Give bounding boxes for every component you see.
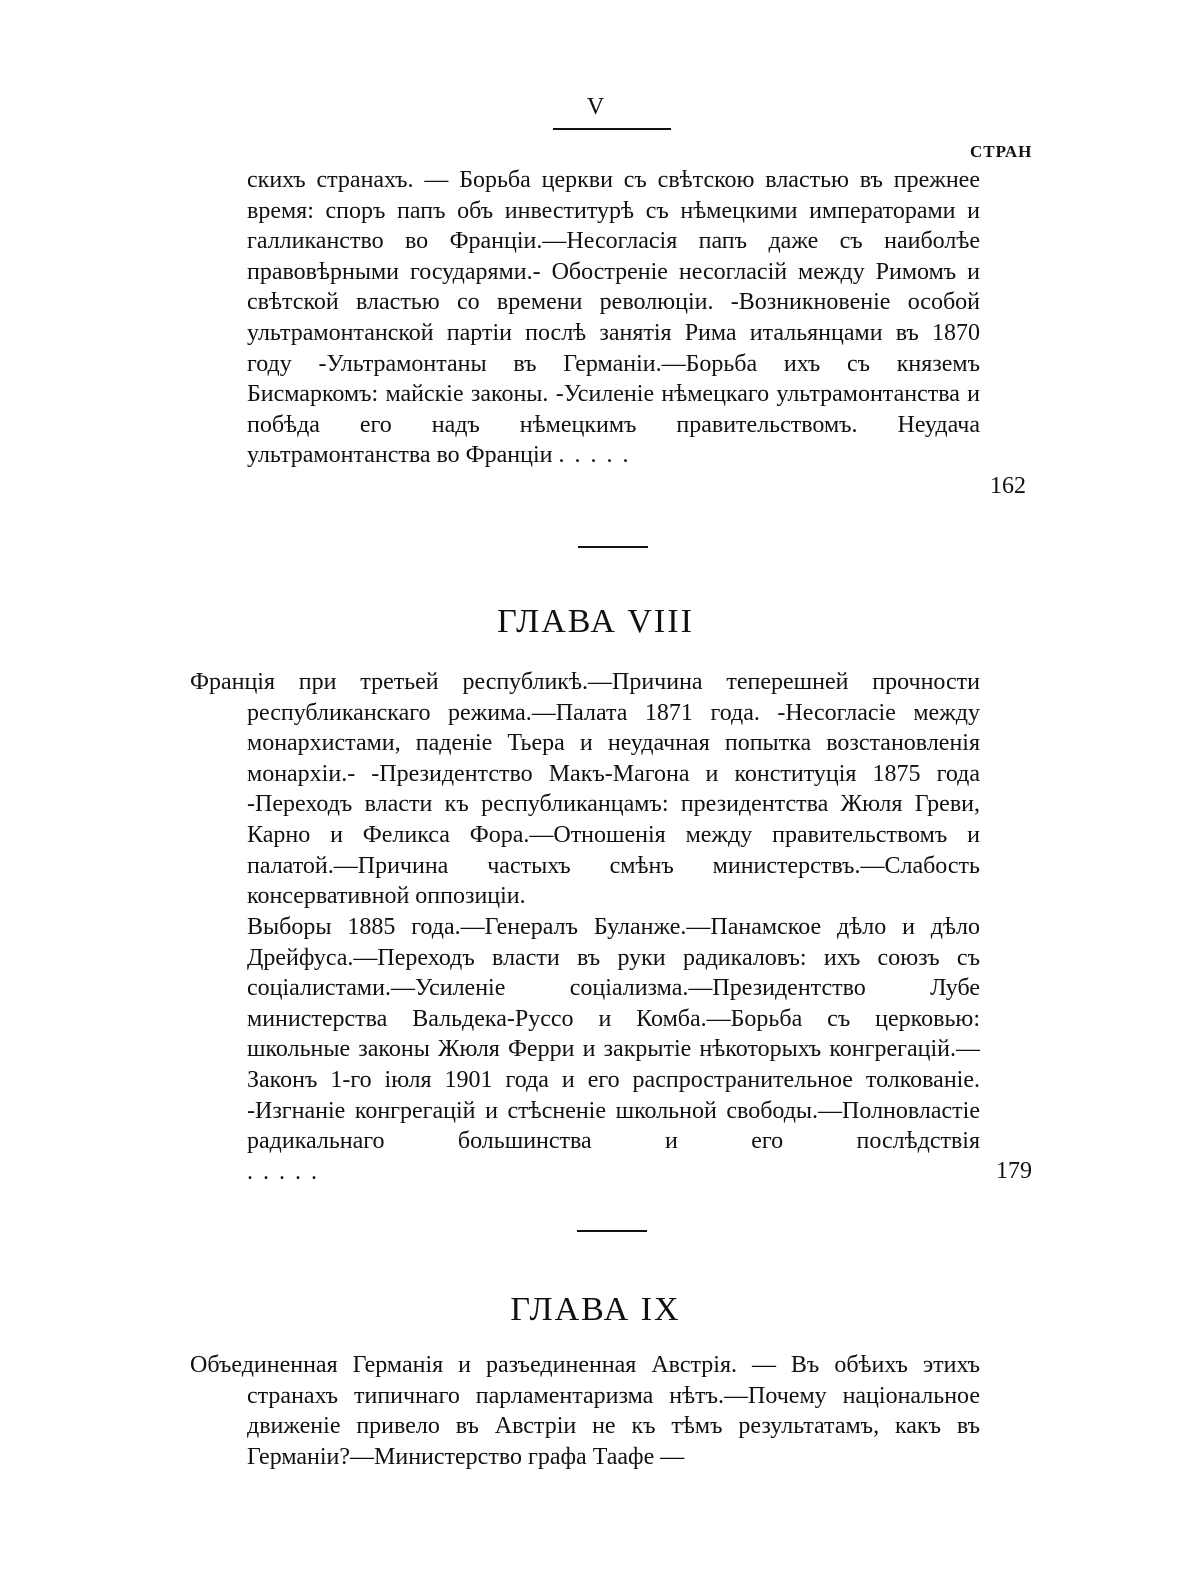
chapter-8-summary-continued bbox=[247, 912, 980, 1187]
chapter-7-summary bbox=[247, 165, 980, 471]
chapter-8-summary-text: Франція при третьей республикѣ.—Причина теперешней прочности республиканскаго режима.—Палата 1871 года. -Несогласіе между монархистами, паденіе Тьера и неудачная попытка возстановленія монархіи.- -Президентство Макъ-Магона и конституція 1875 года -Переходъ власти къ республиканцамъ: президентства Жюля Греви, Карно и Феликса Фора.—Отношенія между правительствомъ и палатой.—Причина частыхъ смѣнъ министерствъ.—Слабость консервативной оппозиціи. bbox=[190, 669, 980, 910]
chapter-9-summary bbox=[190, 1350, 980, 1472]
chapter-8-page-ref: 179 bbox=[996, 1158, 1032, 1184]
chapter-7-summary-text: скихъ странахъ. — Борьба церкви съ свѣтскою властью въ прежнее время: споръ папъ объ инвеститурѣ съ нѣмецкими императорами и галликанство во Франціи.—Несогласія папъ даже съ наиболѣе правовѣрными государями.- Обостреніе несогласій между Римомъ и свѣтской властью со времени революціи. -Возникновеніе особой ультрамонтанской партіи послѣ занятія Рима итальянцами въ 1870 году -Ультрамонтаны въ Германіи.—Борьба ихъ съ княземъ Бисмаркомъ: майскіе законы. -Усиленіе нѣмецкаго ультрамонтанства и побѣда его надъ нѣмецкимъ правительствомъ. Неудача ультрамонтанства во Франціи bbox=[247, 167, 980, 469]
chapter-8-summary bbox=[190, 667, 980, 912]
chapter-9-heading: ГЛАВА IX bbox=[510, 1291, 681, 1328]
chapter-7-leaders: . . . . . bbox=[558, 442, 631, 469]
chapter-7-page-ref: 162 bbox=[990, 473, 1026, 499]
header-rule bbox=[553, 128, 671, 130]
page-number: V bbox=[586, 94, 605, 120]
chapter-9-summary-text: Объединенная Германія и разъединенная Австрія. — Въ обѣихъ этихъ странахъ типичнаго парламентаризма нѣтъ.—Почему національное движеніе привело въ Австріи не къ тѣмъ результатамъ, какъ въ Германіи?—Министерство графа Таафе — bbox=[190, 1352, 980, 1470]
chapter-8-leaders: . . . . . bbox=[247, 1158, 319, 1185]
page-column-label: СТРАН bbox=[970, 142, 1033, 161]
chapter-8-summary-continued-text: Выборы 1885 года.—Генералъ Буланже.—Панамское дѣло и дѣло Дрейфуса.—Переходъ власти въ руки радикаловъ: ихъ союзъ съ соціалистами.—Усиленіе соціализма.—Президентство Лубе министерства Вальдека-Руссо и Комба.—Борьба съ церковью: школьные законы Жюля Ферри и закрытіе нѣкоторыхъ конгрегацій.—Законъ 1-го іюля 1901 года и его распространительное толкованіе. -Изгнаніе конгрегацій и стѣсненіе школьной свободы.—Полновластіе радикальнаго большинства и его послѣдствія bbox=[247, 914, 980, 1155]
section-divider-2 bbox=[577, 1230, 647, 1232]
chapter-8-heading: ГЛАВА VIII bbox=[497, 603, 694, 640]
section-divider-1 bbox=[578, 546, 648, 548]
